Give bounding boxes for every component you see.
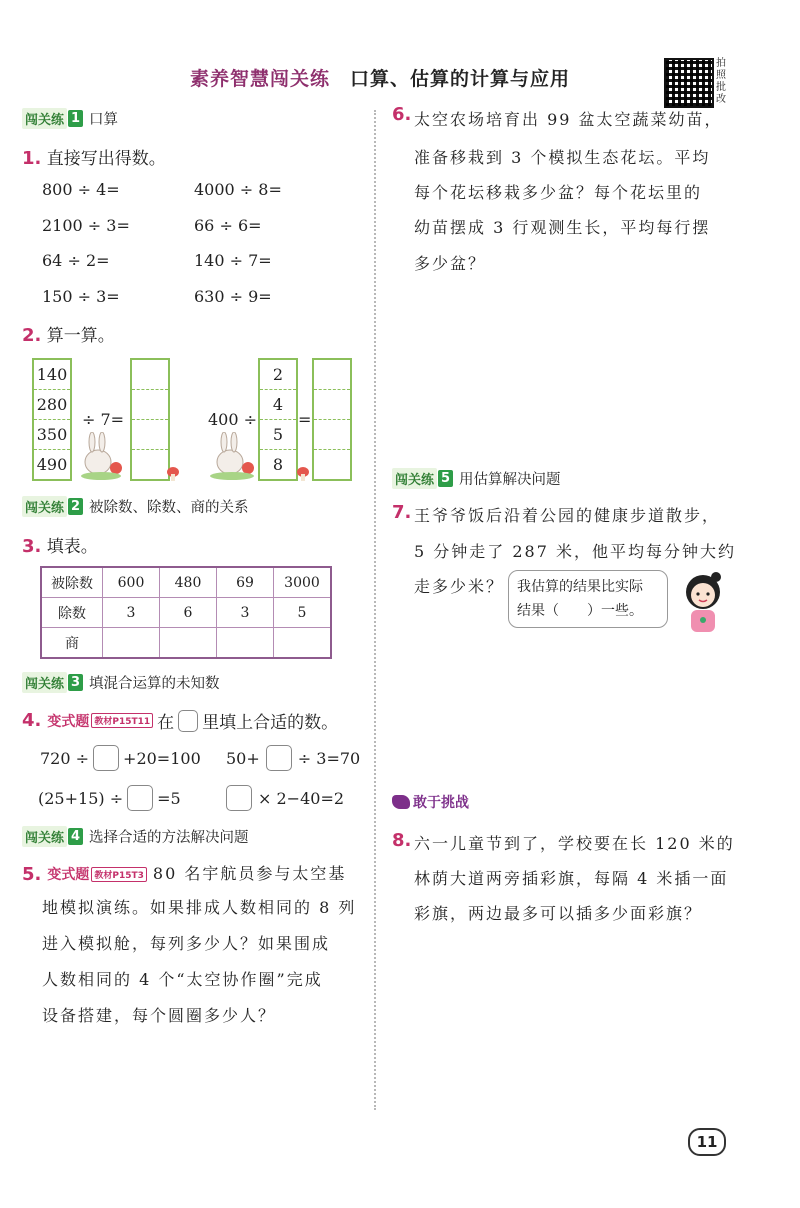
answer-cell[interactable]	[132, 450, 168, 479]
question-prompt: 直接写出得数。	[46, 149, 166, 169]
rabbit-icon	[204, 432, 260, 482]
equation-part: +20=100	[123, 748, 201, 768]
answer-cell[interactable]	[314, 360, 350, 390]
table-row	[41, 628, 331, 659]
section-tag: 闯关练	[22, 496, 67, 517]
question-number: 3.	[22, 536, 42, 557]
answer-box[interactable]	[93, 745, 119, 771]
q1-item: 64 ÷ 2=	[42, 251, 110, 270]
question-number: 6.	[392, 104, 412, 125]
question-number: 7.	[392, 502, 412, 523]
answer-box[interactable]	[266, 745, 292, 771]
question-text: 地模拟演练。如果排成人数相同的 8 列	[42, 898, 357, 917]
answer-box[interactable]	[127, 785, 153, 811]
variant-label: 变式题	[47, 867, 90, 883]
equation-part: =5	[157, 788, 181, 808]
question-text: 人数相同的 4 个“太空协作圈”完成	[42, 970, 323, 989]
table-cell: 69	[217, 567, 274, 598]
q1-item: 2100 ÷ 3=	[42, 216, 130, 235]
column-value: 8	[272, 455, 284, 474]
column-value: 4	[260, 390, 296, 420]
section-5-header	[392, 468, 561, 489]
q1-item: 800 ÷ 4=	[42, 180, 120, 199]
question-prompt: 里填上合适的数。	[202, 713, 339, 733]
answer-cell[interactable]	[314, 450, 350, 479]
question-text: 幼苗摆成 3 行观测生长，平均每行摆	[414, 218, 711, 237]
question-text: 六一儿童节到了，学校要在长 120 米的	[414, 834, 735, 853]
bubble-text[interactable]: 结果（ ）一些。	[517, 603, 643, 619]
section-tag: 闯关练	[22, 672, 67, 693]
question-8	[392, 830, 411, 851]
section-tag: 闯关练	[22, 826, 67, 847]
header-topic-title: 口算、估算的计算与应用	[350, 68, 571, 90]
section-1-header	[22, 108, 118, 129]
equation-part: × 2−40=2	[258, 788, 345, 808]
column-value: 490	[36, 455, 68, 474]
row-header: 被除数	[41, 567, 103, 598]
question-7	[392, 502, 411, 523]
answer-cell[interactable]	[132, 360, 168, 390]
question-2	[22, 321, 115, 346]
row-header: 除数	[41, 598, 103, 628]
challenge-header	[392, 792, 469, 812]
question-text: 走多少米？	[414, 577, 505, 596]
section-number: 5	[438, 470, 453, 487]
mushroom-icon	[166, 466, 180, 482]
table-cell: 3	[217, 598, 274, 628]
question-1	[22, 144, 166, 169]
section-number: 4	[68, 828, 83, 845]
answer-cell[interactable]	[217, 628, 274, 659]
section-tag: 闯关练	[392, 468, 437, 489]
answer-cell[interactable]	[314, 420, 350, 450]
q2-left-operator: ÷ 7=	[82, 410, 125, 429]
q1-item: 150 ÷ 3=	[42, 287, 120, 306]
equation-part: 50+	[226, 748, 260, 768]
question-3	[22, 532, 98, 557]
question-text: 太空农场培育出 99 盆太空蔬菜幼苗，	[414, 110, 723, 129]
section-title: 口算	[89, 112, 119, 128]
question-prompt: 在	[157, 713, 175, 733]
question-text: 设备搭建，每个圆圈多少人？	[42, 1006, 277, 1025]
equation-part: 720 ÷	[40, 748, 90, 768]
q4-equation-3	[38, 785, 181, 811]
question-number: 4.	[22, 710, 42, 731]
section-2-header	[22, 496, 249, 517]
section-tag: 闯关练	[22, 108, 67, 129]
section-title: 选择合适的方法解决问题	[89, 830, 249, 846]
question-text: 彩旗，两边最多可以插多少面彩旗？	[414, 904, 703, 923]
q4-equation-4	[226, 785, 344, 811]
q1-item: 630 ÷ 9=	[194, 287, 272, 306]
qr-code-icon[interactable]	[664, 58, 714, 108]
question-text: 每个花坛移栽多少盆？每个花坛里的	[414, 183, 703, 202]
q2-equals: =	[298, 410, 312, 429]
bubble-text: 我估算的结果比实际	[517, 579, 643, 595]
q2-answer-column-left[interactable]	[130, 358, 170, 481]
section-number: 3	[68, 674, 83, 691]
answer-cell[interactable]	[314, 390, 350, 420]
section-4-header	[22, 826, 249, 847]
table-cell: 3000	[274, 567, 332, 598]
question-text: 林荫大道两旁插彩旗，每隔 4 米插一面	[414, 869, 729, 888]
question-text: 80 名宇航员参与太空基	[152, 864, 347, 883]
column-value: 2	[260, 360, 296, 390]
row-header: 商	[41, 628, 103, 659]
page-number: 11	[688, 1128, 726, 1156]
answer-cell[interactable]	[103, 628, 160, 659]
q3-table	[40, 566, 332, 659]
table-cell: 5	[274, 598, 332, 628]
column-value: 350	[34, 420, 70, 450]
question-text: 5 分钟走了 287 米，他平均每分钟大约	[414, 542, 736, 561]
question-text: 王爷爷饭后沿着公园的健康步道散步，	[414, 506, 721, 525]
question-text: 进入模拟舱，每列多少人？如果围成	[42, 934, 331, 953]
mushroom-icon	[296, 466, 310, 482]
qr-label: 拍照批改	[716, 58, 726, 105]
table-row	[41, 567, 331, 598]
question-6	[392, 104, 411, 125]
q1-item: 66 ÷ 6=	[194, 216, 262, 235]
question-prompt: 算一算。	[46, 326, 115, 346]
column-value: 5	[260, 420, 296, 450]
textbook-ref: 教材P15T11	[91, 713, 153, 728]
q4-equation-2	[226, 745, 360, 771]
section-title: 被除数、除数、商的关系	[89, 500, 249, 516]
answer-cell[interactable]	[274, 628, 332, 659]
question-4	[22, 708, 338, 733]
answer-box[interactable]	[226, 785, 252, 811]
q4-equation-1	[40, 745, 201, 771]
q2-divisor-column	[258, 358, 298, 481]
challenge-title: 敢于挑战	[413, 795, 469, 811]
q2-right-operator: 400 ÷	[208, 410, 258, 429]
column-value: 140	[34, 360, 70, 390]
question-5-first-line	[22, 856, 346, 892]
answer-cell[interactable]	[160, 628, 217, 659]
blank-box-icon	[178, 710, 198, 732]
question-number: 5.	[22, 863, 42, 885]
girl-character-icon	[678, 568, 728, 638]
table-row	[41, 598, 331, 628]
header-series-title: 素养智慧闯关练	[190, 68, 331, 90]
question-number: 1.	[22, 148, 42, 169]
column-divider	[374, 110, 376, 1110]
section-number: 1	[68, 110, 83, 127]
q1-item: 4000 ÷ 8=	[194, 180, 282, 199]
equation-part: ÷ 3=70	[297, 748, 361, 768]
question-number: 2.	[22, 325, 42, 346]
variant-label: 变式题	[47, 713, 90, 730]
question-text: 准备移栽到 3 个模拟生态花坛。平均	[414, 148, 711, 167]
q2-answer-column-right[interactable]	[312, 358, 352, 481]
speech-bubble	[508, 570, 668, 628]
table-cell: 480	[160, 567, 217, 598]
section-title: 填混合运算的未知数	[89, 676, 220, 692]
section-number: 2	[68, 498, 83, 515]
question-number: 8.	[392, 830, 412, 851]
table-cell: 6	[160, 598, 217, 628]
column-value: 280	[34, 390, 70, 420]
textbook-ref: 教材P15T3	[91, 867, 147, 882]
question-prompt: 填表。	[46, 537, 98, 557]
section-3-header	[22, 672, 220, 693]
challenge-icon	[392, 795, 410, 809]
table-cell: 3	[103, 598, 160, 628]
equation-part: (25+15) ÷	[38, 788, 124, 808]
rabbit-icon	[76, 432, 126, 482]
table-cell: 600	[103, 567, 160, 598]
answer-cell[interactable]	[132, 420, 168, 450]
question-text: 多少盆？	[414, 254, 487, 273]
q2-dividend-column	[32, 358, 72, 481]
q1-item: 140 ÷ 7=	[194, 251, 272, 270]
section-title: 用估算解决问题	[459, 472, 561, 488]
answer-cell[interactable]	[132, 390, 168, 420]
